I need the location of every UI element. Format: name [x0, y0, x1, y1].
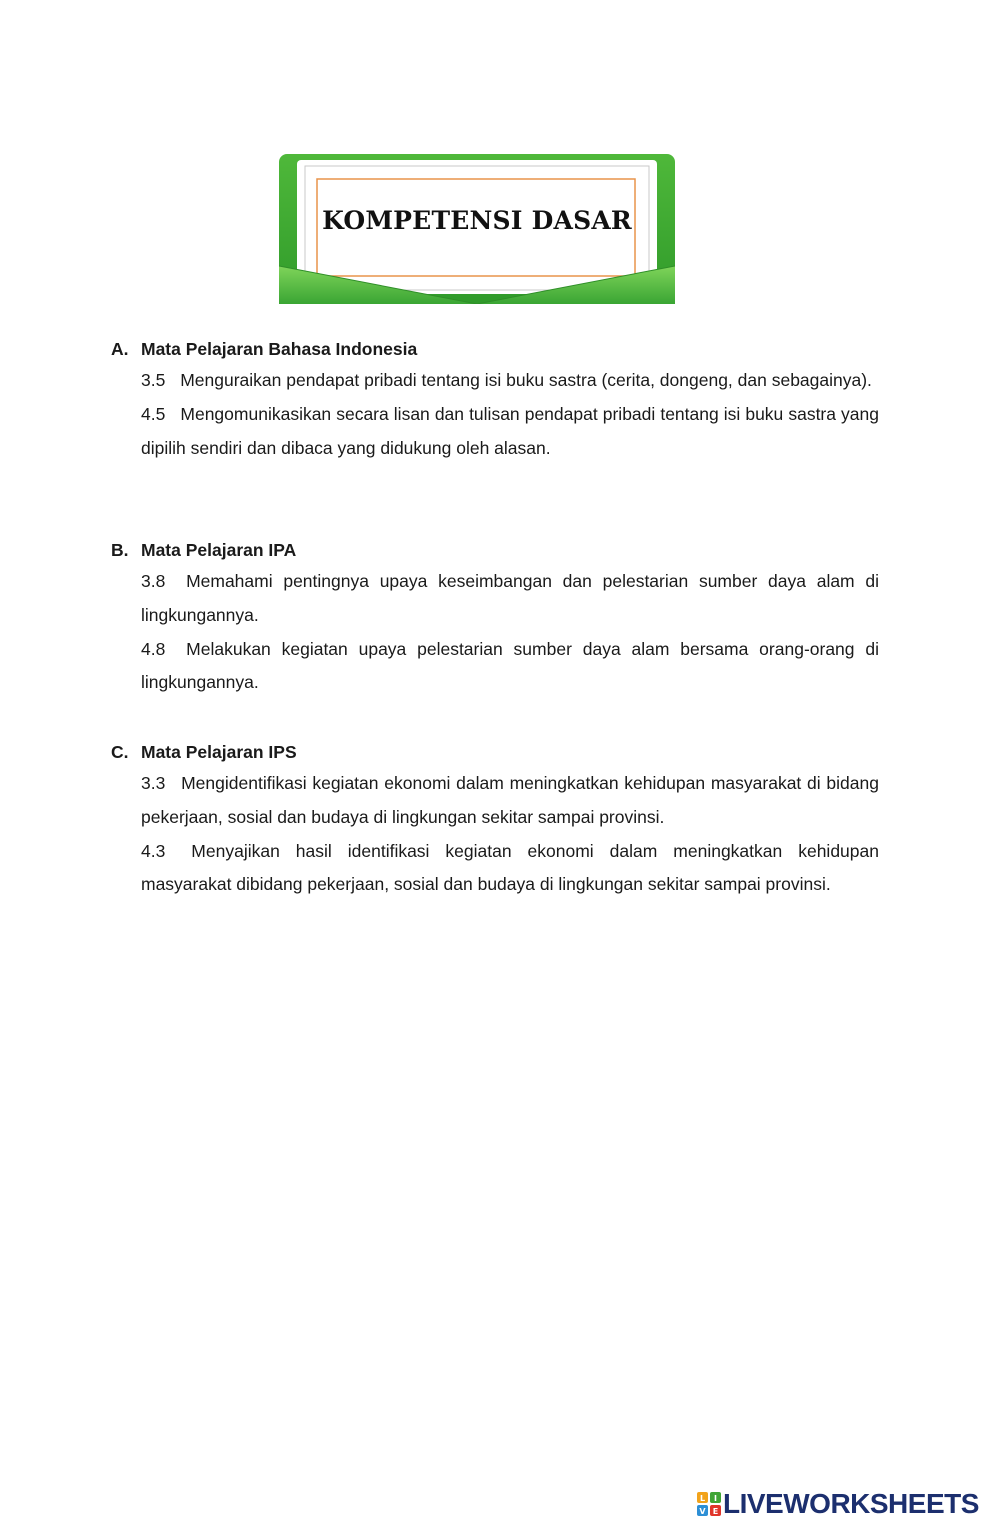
liveworksheets-logo[interactable] [697, 1488, 979, 1520]
competency-item [141, 364, 879, 398]
svg-text:L: L [699, 1494, 706, 1503]
competency-text: Memahami pentingnya upaya keseimbangan dan pelestarian sumber daya alam di lingkungannya. [141, 571, 879, 625]
svg-text:V: V [699, 1507, 706, 1516]
section-b [111, 535, 879, 700]
competency-text: Mengomunikasikan secara lisan dan tulisan pendapat pribadi tentang isi buku sastra yang dipilih sendiri dan dibaca yang didukung oleh alasan. [141, 403, 879, 458]
logo-text: LIVEWORKSHEETS [723, 1488, 979, 1519]
svg-text:E: E [712, 1507, 719, 1516]
competency-item [141, 835, 879, 903]
competency-item [141, 633, 879, 701]
section-letter: C. [111, 742, 129, 762]
banner-title: KOMPETENSI DASAR [322, 206, 632, 235]
section-heading [111, 535, 879, 565]
competency-number: 3.5 [141, 370, 166, 390]
section-title: Mata Pelajaran IPS [141, 742, 297, 762]
competency-number: 4.5 [141, 403, 166, 424]
competency-item [141, 398, 879, 466]
competency-text: Menyajikan hasil identifikasi kegiatan ekonomi dalam meningkatkan kehidupan masyarakat dibidang pekerjaan, sosial dan budaya di lingkungan sekitar sampai provinsi. [141, 840, 879, 895]
section-c [111, 737, 879, 902]
section-letter: B. [111, 540, 129, 560]
competency-text: Mengidentifikasi kegiatan ekonomi dalam meningkatkan kehidupan masyarakat di bidang pekerjaan, sosial dan budaya di lingkungan sekitar sampai provinsi. [141, 773, 879, 827]
section-title: Mata Pelajaran IPA [141, 540, 297, 560]
title-banner [279, 154, 675, 304]
logo-mark-icon [697, 1492, 721, 1516]
competency-number: 3.8 [141, 571, 166, 591]
section-title: Mata Pelajaran Bahasa Indonesia [141, 339, 418, 359]
competency-number: 3.3 [141, 773, 166, 793]
section-letter: A. [111, 339, 129, 359]
competency-item [141, 767, 879, 835]
competency-text: Menguraikan pendapat pribadi tentang isi buku sastra (cerita, dongeng, dan sebagainya). [180, 370, 872, 390]
section-heading [111, 737, 879, 767]
competency-number: 4.8 [141, 638, 166, 659]
section-heading [111, 334, 879, 364]
competency-item [141, 565, 879, 633]
competency-number: 4.3 [141, 840, 166, 861]
svg-text:I: I [714, 1494, 717, 1503]
section-a [111, 334, 879, 465]
competency-text: Melakukan kegiatan upaya pelestarian sumber daya alam bersama orang-orang di lingkungannya. [141, 638, 879, 693]
